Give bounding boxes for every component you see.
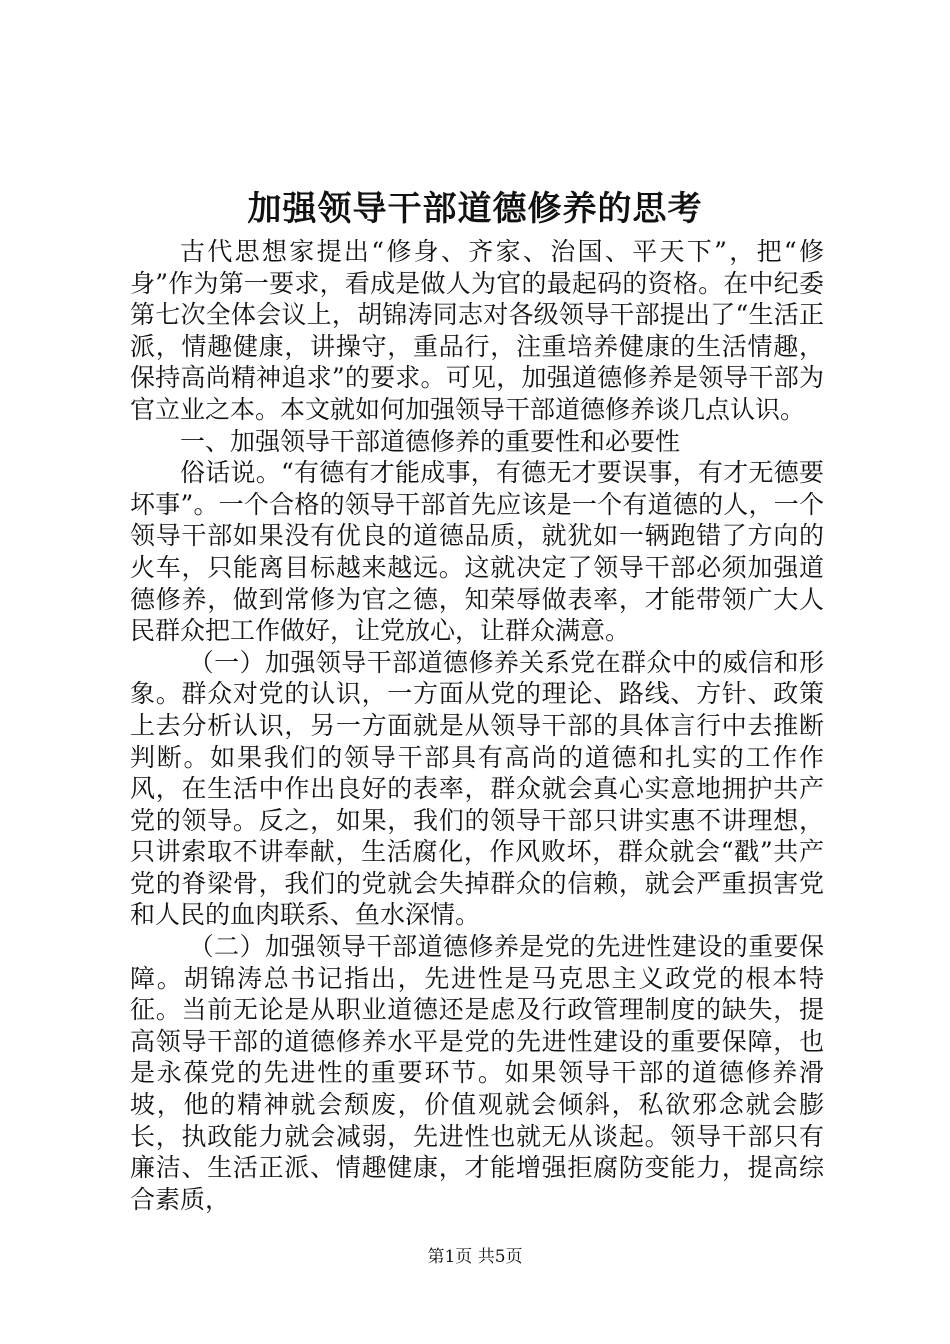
document-title: 加强领导干部道德修养的思考: [247, 189, 703, 229]
subsection-paragraph-2: （二）加强领导干部道德修养是党的先进性建设的重要保障。胡锦涛总书记指出，先进性是马克思主义政党的根本特征。当前无论是从职业道德还是虑及行政管理制度的缺失，提高领导干部的道德修养水平是党的先进性建设的重要保障，也是永葆党的先进性的重要环节。如果领导干部的道德修养滑坡，他的精神就会颓废，价值观就会倾斜，私欲邪念就会膨长，执政能力就会减弱，先进性也就无从谈起。领导干部只有廉洁、生活正派、情趣健康，才能增强拒腐防变能力，提高综合素质，: [130, 932, 824, 1214]
subsection-paragraph-1: （一）加强领导干部道德修养关系党在群众中的威信和形象。群众对党的认识，一方面从党的理论、路线、方针、政策上去分析认识，另一方面就是从领导干部的具体言行中去推断判断。如果我们的领导干部具有高尚的道德和扎实的工作作风，在生活中作出良好的表率，群众就会真心实意地拥护共产党的领导。反之，如果，我们的领导干部只讲实惠不讲理想，只讲索取不讲奉献，生活腐化，作风败坏，群众就会“戳”共产党的脊梁骨，我们的党就会失掉群众的信赖，就会严重损害党和人民的血肉联系、鱼水深情。: [130, 647, 824, 930]
section-heading: 一、加强领导干部道德修养的重要性和必要性: [180, 426, 681, 456]
body-paragraph: 俗话说。“有德有才能成事，有德无才要误事，有才无德要坏事”。一个合格的领导干部首先应该是一个有道德的人，一个领导干部如果没有优良的道德品质，就犹如一辆跑错了方向的火车，只能离目标越来越远。这就决定了领导干部必须加强道德修养，做到常修为官之德，知荣辱做表率，才能带领广大人民群众把工作做好，让党放心，让群众满意。: [130, 458, 824, 646]
intro-paragraph: 古代思想家提出“修身、齐家、治国、平天下”，把“修身”作为第一要求，看成是做人为官的最起码的资格。在中纪委第七次全体会议上，胡锦涛同志对各级领导干部提出了“生活正派，情趣健康，讲操守，重品行，注重培养健康的生活情趣，保持高尚精神追求”的要求。可见，加强道德修养是领导干部为官立业之本。本文就如何加强领导干部道德修养谈几点认识。: [130, 237, 824, 424]
document-body: [130, 236, 824, 1215]
page-footer: 第1页 共5页: [427, 1247, 523, 1267]
